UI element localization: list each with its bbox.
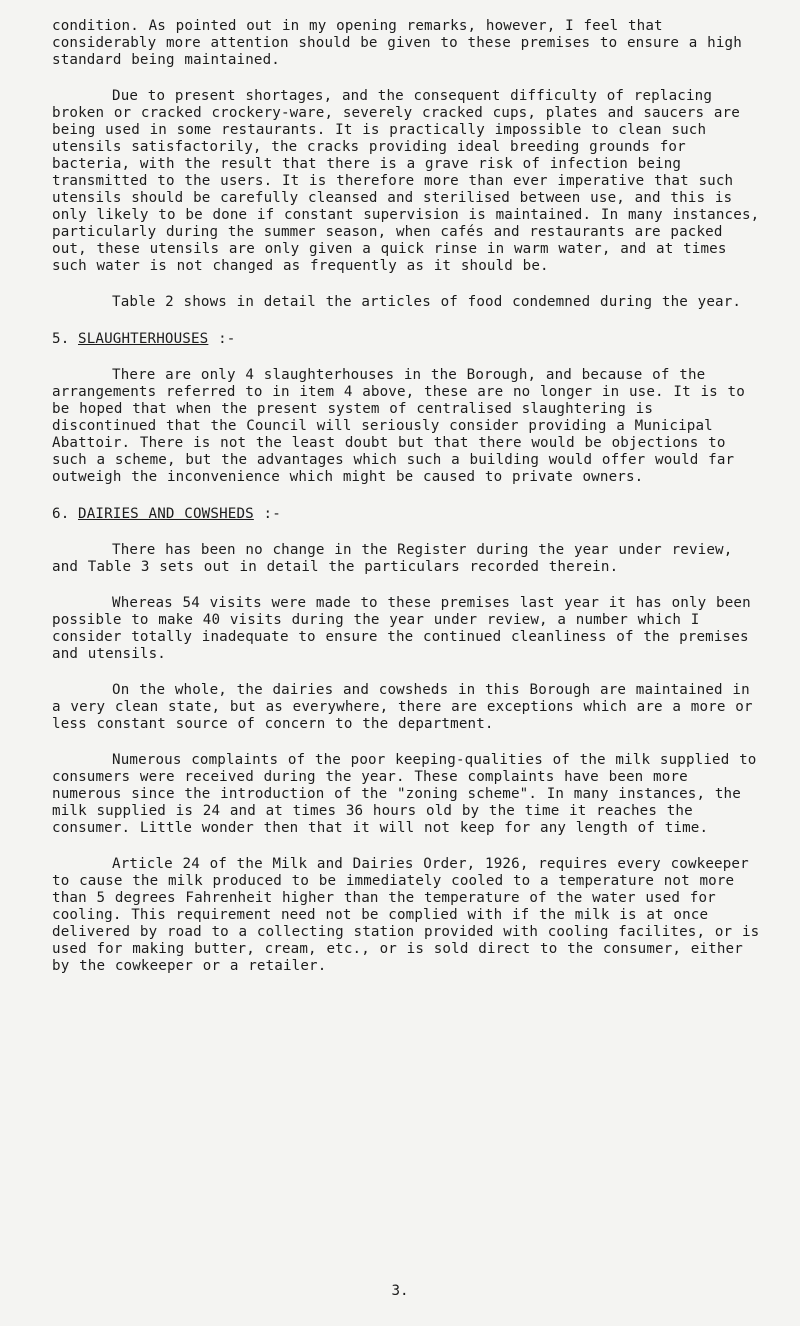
page-number: 3. bbox=[391, 1283, 409, 1299]
paragraph-continuation: condition. As pointed out in my opening remarks, however, I feel that considerably more attention should be given to these premises to ensure a high standard being maintained. bbox=[52, 18, 742, 68]
paragraph-visits: Whereas 54 visits were made to these premises last year it has only been possible to make 40 visits during the year under review, a number which I consider totally inadequate to ensure the continued cleanliness of the premises and utensils. bbox=[52, 595, 751, 662]
section-heading-dairies bbox=[52, 506, 760, 523]
section-title: DAIRIES AND COWSHEDS bbox=[78, 506, 254, 522]
paragraph-article-24: Article 24 of the Milk and Dairies Order, 1926, requires every cowkeeper to cause the milk produced to be immediately cooled to a temperature not more than 5 degrees Fahrenheit higher than the temperature of the water used for cooling. This requirement need not be complied with if the milk is at once delivered by road to a collecting station provided with cooling facilites, or is used for making butter, cream, etc., or is sold direct to the consumer, either by the cowkeeper or a retailer. bbox=[52, 856, 760, 974]
paragraph-complaints: Numerous complaints of the poor keeping-qualities of the milk supplied to consumers were received during the year. These complaints have been more numerous since the introduction of the "zoning scheme". In many instances, the milk supplied is 24 and at times 36 hours old by the time it reaches the consumer. Little wonder then that it will not keep for any length of time. bbox=[52, 752, 757, 836]
paragraph-table-2: Table 2 shows in detail the articles of food condemned during the year. bbox=[112, 294, 742, 310]
paragraph-slaughterhouses: There are only 4 slaughterhouses in the Borough, and because of the arrangements referred to in item 4 above, these are no longer in use. It is to be hoped that when the present system of centralised slaughtering is discontinued that the Council will seriously consider providing a Municipal Abattoir. There is not the least doubt but that there would be objections to such a scheme, but the advantages which such a building would offer would far outweigh the inconvenience which might be caused to private owners. bbox=[52, 367, 745, 485]
section-title-suffix: :- bbox=[253, 506, 281, 522]
paragraph-register: There has been no change in the Register during the year under review, and Table 3 sets out in detail the particulars recorded therein. bbox=[52, 542, 733, 575]
section-number: 6. bbox=[52, 506, 70, 522]
paragraph-crockery: Due to present shortages, and the consequent difficulty of replacing broken or cracked crockery-ware, severely cracked cups, plates and saucers are being used in some restaurants. It is practically impossible to clean such utensils satisfactorily, the cracks providing ideal breeding grounds for bacteria, with the result that there is a grave risk of infection being transmitted to the users. It is therefore more than ever imperative that such utensils should be carefully cleansed and sterilised between use, and this is only likely to be done if constant supervision is maintained. In many instances, particularly during the summer season, when cafés and restaurants are packed out, these utensils are only given a quick rinse in warm water, and at times such water is not changed as frequently as it should be. bbox=[52, 88, 760, 274]
section-heading-slaughterhouses bbox=[52, 331, 760, 348]
section-number: 5. bbox=[52, 331, 70, 347]
paragraph-cleanliness: On the whole, the dairies and cowsheds in this Borough are maintained in a very clean state, but as everywhere, there are exceptions which are a more or less constant source of concern to the department. bbox=[52, 682, 753, 732]
section-title: SLAUGHTERHOUSES bbox=[78, 331, 209, 347]
section-title-suffix: :- bbox=[208, 331, 236, 347]
